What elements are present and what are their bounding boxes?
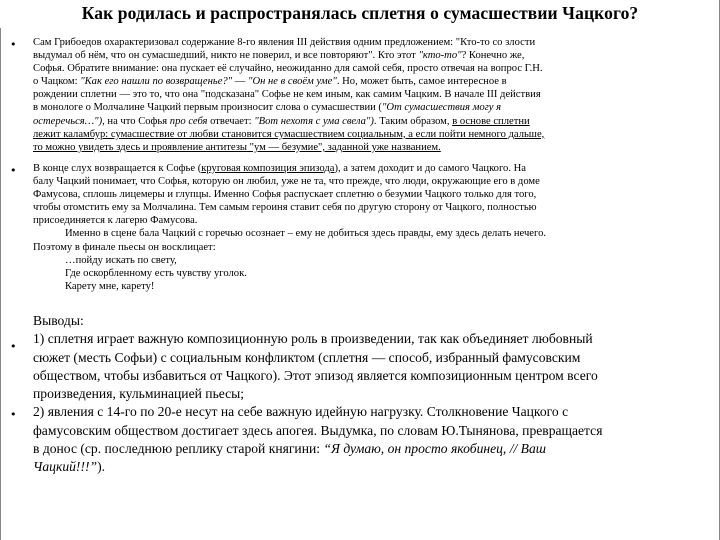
text-line: балу Чацкий понимает, что Софья, которую он любил, уже не та, что прежде, что люди, окружающие его в доме [33,176,540,188]
paragraph-rumor-return [33,162,713,293]
conclusion-2-line: в донос (ср. последнюю реплику старой княгини: “Я думаю, он просто якобинец, // Ваш [33,441,547,457]
chatsky-quote [33,254,713,293]
conclusion-2-line: Чацкий!!!”). [33,459,105,475]
bullet-2: • [10,164,17,177]
bullet-4: • [10,408,17,421]
conclusion-1-line: сюжет (месть Софьи) с социальным конфликтом (сплетня — способ, избранный фамусовским [33,349,581,365]
bullet-3: • [10,340,17,353]
text-line: Сам Грибоедов охарактеризовал содержание 8-го явления III действия одним предложением: "Кто-то со злости [33,37,536,48]
text-line: остеречься…"), на что Софья про себя отвечает: "Вот нехотя с ума свела"). Таким образом, в основе сплетни [33,115,530,127]
conclusions-heading: Выводы: [33,313,84,328]
conclusions-block [33,312,713,477]
text-line-underlined: то можно увидеть здесь и проявление антитезы "ум — безумие", заданной уже названием. [33,141,441,153]
text-line: о Чацком: "Как его нашли по возвращенье?" — "Он не в своём уме". Но, может быть, самое интересное в [33,76,507,88]
text-line: Поэтому в финале пьесы он восклицает: [33,241,216,253]
text-line: рождении сплетни — это то, что она "подсказана" Софье не кем иным, как самим Чацким. В начале III действия [33,89,541,101]
quote-line: Где оскорбленному есть чувству уголок. [65,267,247,279]
text-line: Именно в сцене бала Чацкий с горечью осознает – ему не добиться здесь правды, ему здесь делать нечего. [65,228,547,240]
conclusion-1-line: произведения, кульминацией пьесы; [33,386,245,402]
text-line: присоединяется к лагерю Фамусова. [33,215,198,227]
conclusion-1-line: 1) сплетня играет важную композиционную роль в произведении, так как объединяет любовный [33,331,593,347]
quote-line: …пойду искать по свету, [65,254,177,266]
paragraph-rumor-origin [33,36,713,154]
text-line: Софья. Обратите внимание: она пускает её случайно, неожиданно для самой себя, просто отвечая на вопрос Г.Н. [33,63,543,75]
text-line: В конце слух возвращается к Софье (круговая композиция эпизода), а затем доходит и до самого Чацкого. На [33,163,527,174]
text-line-underlined: лежит каламбур: сумасшествие от любви становится сумасшествием социальным, а если пойти немного дальше, [33,128,545,140]
text-line: чтобы отомстить ему за Молчалина. Тем самым героиня ставит себя по другую сторону от Чацкого, полностью [33,202,537,214]
conclusion-2-line: 2) явления с 14-го по 20-е несут на себе важную идейную нагрузку. Столкновение Чацкого с [33,404,569,420]
conclusion-2-line: фамусовским обществом достигает здесь апогея. Выдумка, по словам Ю.Тынянова, превращается [33,422,603,438]
conclusion-1-line: обществом, чтобы избавиться от Чацкого). Этот эпизод является композиционным центром всего [33,367,598,383]
text-line: выдумал об нём, что он сумасшедший, никто не поверил, и все повторяют". Кто этот "кто-то"? Конечно же, [33,50,525,62]
left-border [0,28,1,540]
slide-title: Как родилась и распространялась сплетня о сумасшествии Чацкого? [81,3,639,23]
quote-line: Карету мне, карету! [65,280,155,292]
text-line: Фамусова, сплошь лицемеры и глупцы. Именно Софья распускает сплетню о безумии Чацкого только для того, [33,189,537,201]
text-line: в монологе о Молчалине Чацкий первым произносит слова о сумасшествии ("От сумасшествия могу я [33,102,502,114]
bullet-1: • [10,38,17,51]
